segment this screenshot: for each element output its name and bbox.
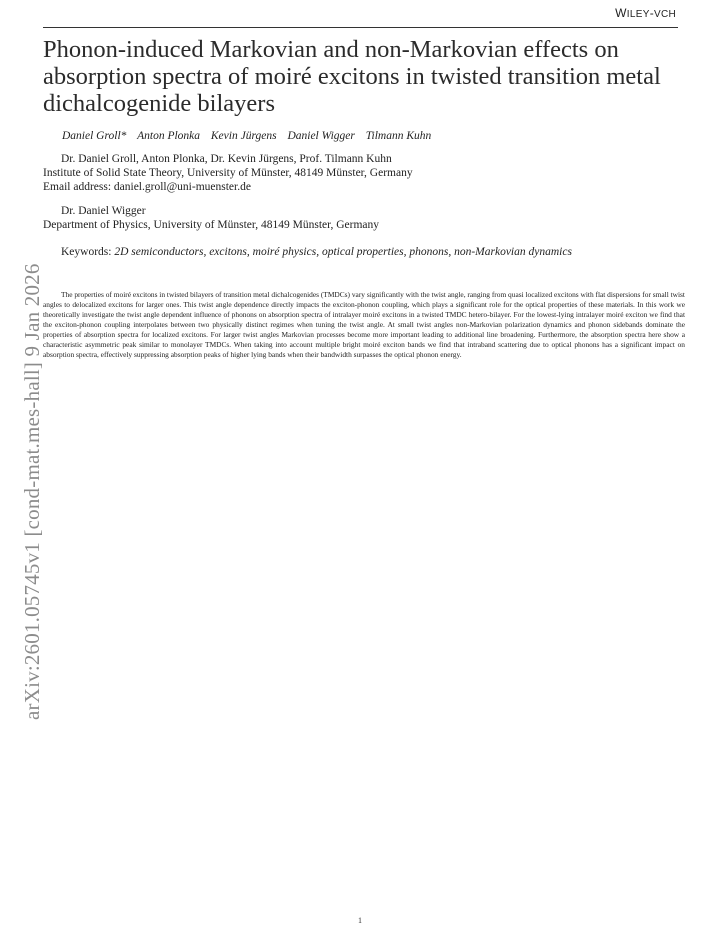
author: Daniel Wigger xyxy=(287,130,355,142)
author: Kevin Jürgens xyxy=(210,130,277,142)
author: Anton Plonka xyxy=(137,130,201,142)
affiliation-names: Dr. Daniel Wigger xyxy=(61,205,146,217)
affiliation-block-1 xyxy=(43,152,683,194)
keywords-label: Keywords: xyxy=(61,246,112,258)
affiliation-institution: Department of Physics, University of Münster, 48149 Münster, Germany xyxy=(43,219,380,231)
affiliation-block-2 xyxy=(43,204,683,232)
abstract: The properties of moiré excitons in twisted bilayers of transition metal dichalcogenides (TMDCs) vary significantly with the twist angle, ranging from quasi localized excitons with flat dispersions for small twist angles to delocalized excitons for larger ones. This twist angle dependence directly impacts the exciton-phonon coupling, which plays a significant role for the optical properties of these materials. In this work we theoretically investigate the twist angle dependent influence of phonons on absorption spectra of intralayer moiré excitons in a twisted TMDC hetero-bilayer. For the lowest-lying intralayer moiré exciton we find that the exciton-phonon coupling interpolates between two physically distinct regimes when tuning the twist angle. At small twist angles non-Markovian polarization dynamics and phonon sidebands dominate the properties of absorption spectra for localized excitons. For larger twist angles Markovian processes become more important leading to additional line broadening. Furthermore, the absorption spectra here show a characteristic asymmetric peak similar to monolayer TMDCs. When taking into account multiple bright moiré exciton bands we find that intraband scattering due to optical phonons has a significant impact on absorption spectra, effectively suppressing absorption peaks of higher lying bands when their bandwidth surpasses the optical phonon energy. xyxy=(43,290,685,359)
keywords xyxy=(43,246,683,260)
paper-title: Phonon-induced Markovian and non-Markovian effects on absorption spectra of moiré excitons in twisted transition metal dichalcogenide bilayers xyxy=(43,36,661,117)
author: Tilmann Kuhn xyxy=(365,130,432,142)
affiliation-names: Dr. Daniel Groll, Anton Plonka, Dr. Kevin Jürgens, Prof. Tilmann Kuhn xyxy=(61,153,392,165)
author-list xyxy=(62,130,682,142)
affiliation-email: Email address: daniel.groll@uni-muenster.de xyxy=(43,181,251,193)
publisher-logo: WILEY-VCH xyxy=(615,6,676,20)
page-number: 1 xyxy=(358,916,362,925)
author: Daniel Groll* xyxy=(62,130,127,142)
affiliation-institution: Institute of Solid State Theory, University of Münster, 48149 Münster, Germany xyxy=(43,167,413,179)
header-rule xyxy=(43,27,678,28)
arxiv-identifier: arXiv:2601.05745v1 [cond-mat.mes-hall] 9 Jan 2026 xyxy=(20,263,44,720)
keywords-text: 2D semiconductors, excitons, moiré physics, optical properties, phonons, non-Markovian dynamics xyxy=(114,246,572,258)
